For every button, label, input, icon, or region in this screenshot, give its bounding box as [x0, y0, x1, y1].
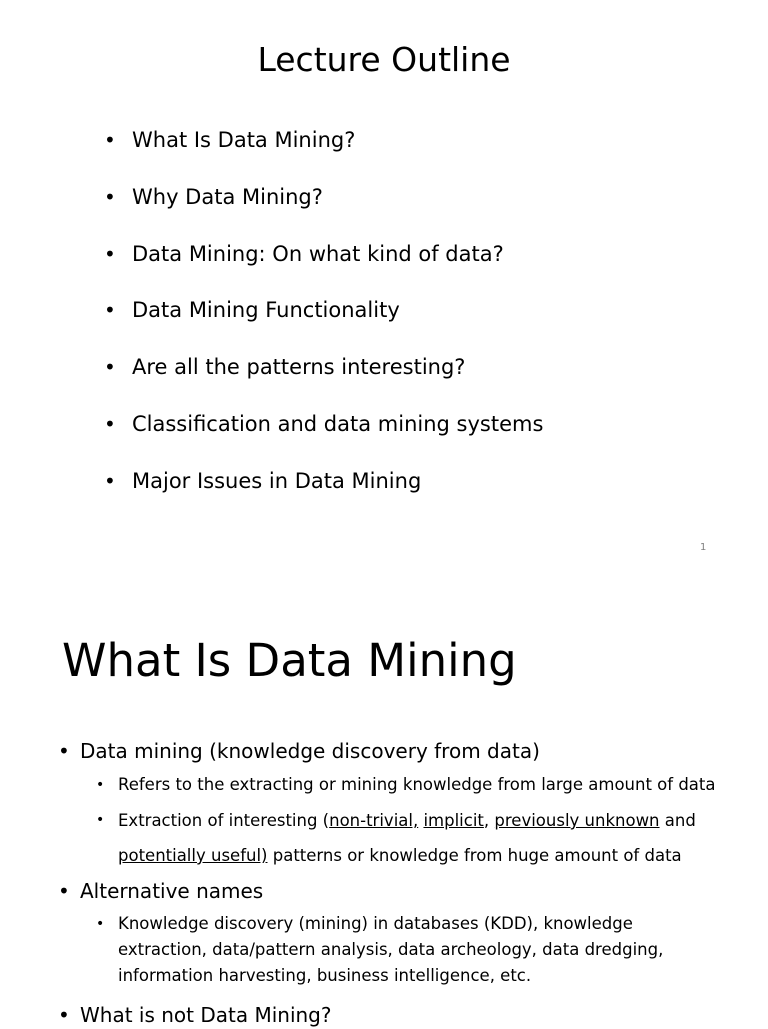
bullet-icon: • — [104, 128, 116, 152]
underlined-term: previously unknown — [494, 811, 660, 830]
bullet-icon: • — [104, 355, 116, 380]
text-run: Extraction of interesting ( — [118, 811, 330, 830]
bullet-icon: • — [104, 468, 116, 493]
outline-item-label: Data Mining: On what kind of data? — [132, 241, 504, 266]
bullet-icon: • — [96, 916, 105, 932]
sub-bullet-text: Knowledge discovery (mining) in databases (KDD), knowledge extraction, data/pattern analysis, data archeology, data dredging, information harvesting, business intelligence, etc. — [118, 914, 664, 985]
outline-item-label: Are all the patterns interesting? — [132, 355, 466, 380]
sub-bullet-text: Refers to the extracting or mining knowledge from large amount of data — [118, 775, 716, 794]
bullet-text: What is not Data Mining? — [80, 1003, 332, 1027]
bullet-icon: • — [104, 241, 116, 266]
text-run: and — [659, 811, 696, 830]
bullet-icon: • — [58, 1003, 70, 1027]
bullet-icon: • — [104, 411, 116, 436]
bullet-text: Alternative names — [80, 879, 264, 903]
outline-item-label: Why Data Mining? — [132, 184, 323, 209]
bullet-text: Data mining (knowledge discovery from data) — [80, 739, 540, 763]
sub-bullet-refers — [96, 772, 716, 798]
outline-item-label: Data Mining Functionality — [132, 298, 400, 323]
bullet-icon: • — [104, 184, 116, 209]
sub-bullet-text — [118, 803, 716, 873]
outline-item-label: Major Issues in Data Mining — [132, 468, 422, 493]
underlined-term: non-trivial, — [329, 811, 419, 830]
underlined-term: potentially useful) — [118, 846, 268, 865]
page-number: 1 — [700, 542, 707, 553]
slide-what-is-data-mining — [0, 576, 768, 1027]
outline-item-label: What Is Data Mining? — [132, 128, 356, 152]
bullet-icon: • — [104, 298, 116, 323]
sub-bullet-kdd — [96, 911, 716, 989]
slide-title: What Is Data Mining — [62, 634, 517, 687]
text-run: , — [483, 811, 495, 830]
slide-title: Lecture Outline — [257, 40, 511, 79]
bullet-icon: • — [58, 739, 70, 763]
sub-bullet-extraction — [96, 803, 716, 873]
bullet-icon: • — [96, 777, 105, 793]
bullet-icon: • — [58, 879, 70, 903]
outline-item-label: Classification and data mining systems — [132, 411, 544, 436]
bullet-icon: • — [96, 812, 105, 828]
underlined-term: implicit — [423, 811, 484, 830]
text-run: patterns or knowledge from huge amount of data — [267, 846, 682, 865]
